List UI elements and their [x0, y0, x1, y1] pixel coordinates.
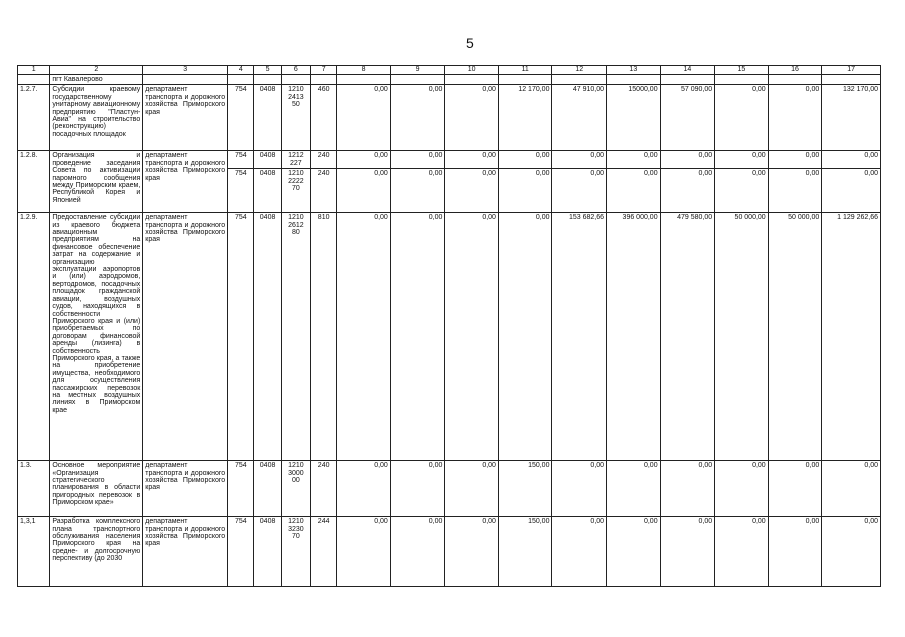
target-article-code: 1210 2612 80	[281, 213, 310, 461]
amount-cell: 0,00	[768, 517, 822, 587]
amount-cell: 0,00	[607, 151, 661, 169]
measure-name: Субсидии краевому государственному унитарному авиационному предприятию "Пластун-Авиа" на строительство (реконструкцию) посадочных площадок	[50, 85, 143, 151]
row-number: 1.3.	[18, 461, 50, 517]
amount-cell: 0,00	[715, 85, 769, 151]
amount-cell: 153 682,66	[552, 213, 607, 461]
amount-cell: 0,00	[445, 151, 499, 169]
column-header: 9	[390, 66, 445, 75]
amount-cell: 0,00	[768, 461, 822, 517]
row-number: 1.2.9.	[18, 213, 50, 461]
executor: департамент транспорта и дорожного хозяйства Приморского края	[143, 461, 228, 517]
amount-cell: 0,00	[390, 517, 445, 587]
cell	[498, 75, 552, 85]
cell	[18, 75, 50, 85]
amount-cell: 50 000,00	[715, 213, 769, 461]
amount-cell: 0,00	[822, 517, 881, 587]
cell	[445, 75, 499, 85]
amount-cell: 150,00	[498, 517, 552, 587]
amount-cell: 396 000,00	[607, 213, 661, 461]
section-code: 0408	[254, 517, 281, 587]
row-number: 1.2.8.	[18, 151, 50, 213]
continuation-row	[18, 75, 881, 85]
amount-cell: 12 170,00	[498, 85, 552, 151]
amount-cell: 0,00	[498, 213, 552, 461]
section-code: 0408	[254, 151, 281, 169]
expense-type-code: 244	[311, 517, 337, 587]
column-header: 13	[607, 66, 661, 75]
column-header: 14	[660, 66, 715, 75]
target-article-code: 1210 2413 50	[281, 85, 310, 151]
amount-cell: 0,00	[337, 461, 391, 517]
section-code: 0408	[254, 85, 281, 151]
expense-type-code: 240	[311, 461, 337, 517]
amount-cell: 0,00	[660, 169, 715, 213]
amount-cell: 0,00	[607, 517, 661, 587]
amount-cell: 0,00	[715, 151, 769, 169]
target-article-code: 1210 2222 70	[281, 169, 310, 213]
amount-cell: 0,00	[660, 461, 715, 517]
amount-cell: 0,00	[337, 517, 391, 587]
section-code: 0408	[254, 169, 281, 213]
expense-type-code: 460	[311, 85, 337, 151]
measure-name: Основное мероприятие «Организация стратегического планирования в области пригородных перевозок в Приморском крае»	[50, 461, 143, 517]
amount-cell: 0,00	[390, 213, 445, 461]
amount-cell: 0,00	[715, 461, 769, 517]
amount-cell: 0,00	[337, 85, 391, 151]
table-row	[18, 85, 881, 151]
measure-name: Разработка комплексного плана транспортного обслуживания населения Приморского края на средне- и долгосрочную перспективу (до 2030	[50, 517, 143, 587]
expense-type-code: 240	[311, 151, 337, 169]
amount-cell: 0,00	[498, 151, 552, 169]
amount-cell: 150,00	[498, 461, 552, 517]
target-article-code: 1210 3000 00	[281, 461, 310, 517]
grbs-code: 754	[228, 461, 254, 517]
executor: департамент транспорта и дорожного хозяйства Приморского края	[143, 517, 228, 587]
column-header: 5	[254, 66, 281, 75]
column-header: 15	[715, 66, 769, 75]
amount-cell: 0,00	[390, 85, 445, 151]
cell	[552, 75, 607, 85]
column-header: 7	[311, 66, 337, 75]
cell	[281, 75, 310, 85]
amount-cell: 0,00	[768, 169, 822, 213]
amount-cell: 479 580,00	[660, 213, 715, 461]
amount-cell: 1 129 262,66	[822, 213, 881, 461]
column-header: 4	[228, 66, 254, 75]
executor: департамент транспорта и дорожного хозяйства Приморского края	[143, 151, 228, 213]
target-article-code: 1210 3230 70	[281, 517, 310, 587]
column-header: 10	[445, 66, 499, 75]
amount-cell: 0,00	[498, 169, 552, 213]
column-header: 6	[281, 66, 310, 75]
column-header: 17	[822, 66, 881, 75]
amount-cell: 0,00	[445, 517, 499, 587]
grbs-code: 754	[228, 517, 254, 587]
row-number: 1,3,1	[18, 517, 50, 587]
grbs-code: 754	[228, 151, 254, 169]
amount-cell: 0,00	[445, 169, 499, 213]
cell	[660, 75, 715, 85]
amount-cell: 0,00	[768, 151, 822, 169]
page-number: 5	[466, 35, 474, 51]
amount-cell: 47 910,00	[552, 85, 607, 151]
budget-table	[17, 65, 881, 587]
column-header: 2	[50, 66, 143, 75]
column-header: 1	[18, 66, 50, 75]
grbs-code: 754	[228, 169, 254, 213]
amount-cell: 0,00	[390, 151, 445, 169]
amount-cell: 0,00	[337, 213, 391, 461]
column-header: 8	[337, 66, 391, 75]
amount-cell: 0,00	[822, 169, 881, 213]
continuation-text: пгт Кавалерово	[50, 75, 143, 85]
cell	[337, 75, 391, 85]
amount-cell: 0,00	[445, 461, 499, 517]
row-number: 1.2.7.	[18, 85, 50, 151]
grbs-code: 754	[228, 85, 254, 151]
column-header: 3	[143, 66, 228, 75]
table-row	[18, 517, 881, 587]
section-code: 0408	[254, 213, 281, 461]
amount-cell: 0,00	[607, 169, 661, 213]
executor: департамент транспорта и дорожного хозяйства Приморского края	[143, 213, 228, 461]
amount-cell: 0,00	[445, 213, 499, 461]
measure-name: Организация и проведение заседания Совета по активизации паромного сообщения между Приморским краем, Республикой Корея и Японией	[50, 151, 143, 213]
amount-cell: 0,00	[660, 151, 715, 169]
grbs-code: 754	[228, 213, 254, 461]
amount-cell: 0,00	[552, 517, 607, 587]
amount-cell: 0,00	[715, 169, 769, 213]
amount-cell: 15000,00	[607, 85, 661, 151]
cell	[228, 75, 254, 85]
measure-name: Предоставление субсидии из краевого бюджета авиационным предприятиям на финансовое обеспечение затрат на содержание и организацию эксплуатации аэропортов и (или) аэродромов, вертодромов, посадочных площадок гражданской авиации, воздушных судов, находящихся в собственности Приморского края и (или) приобретаемых по договорам финансовой аренды (лизинга) в собственность Приморского края, а также на приобретение имущества, необходимого для осуществления пассажирских перевозок на местных воздушных линиях в Приморском крае	[50, 213, 143, 461]
amount-cell: 0,00	[768, 85, 822, 151]
expense-type-code: 240	[311, 169, 337, 213]
cell	[390, 75, 445, 85]
amount-cell: 0,00	[390, 461, 445, 517]
amount-cell: 0,00	[607, 461, 661, 517]
amount-cell: 0,00	[822, 461, 881, 517]
target-article-code: 1212 227	[281, 151, 310, 169]
amount-cell: 0,00	[660, 517, 715, 587]
amount-cell: 132 170,00	[822, 85, 881, 151]
expense-type-code: 810	[311, 213, 337, 461]
column-header: 16	[768, 66, 822, 75]
amount-cell: 0,00	[552, 169, 607, 213]
amount-cell: 0,00	[445, 85, 499, 151]
cell	[143, 75, 228, 85]
cell	[715, 75, 769, 85]
amount-cell: 0,00	[552, 461, 607, 517]
header-row	[18, 66, 881, 75]
table-row	[18, 461, 881, 517]
amount-cell: 57 090,00	[660, 85, 715, 151]
amount-cell: 0,00	[337, 169, 391, 213]
cell	[607, 75, 661, 85]
amount-cell: 0,00	[552, 151, 607, 169]
cell	[822, 75, 881, 85]
amount-cell: 0,00	[337, 151, 391, 169]
amount-cell: 0,00	[715, 517, 769, 587]
column-header: 11	[498, 66, 552, 75]
cell	[311, 75, 337, 85]
amount-cell: 0,00	[822, 151, 881, 169]
cell	[254, 75, 281, 85]
executor: департамент транспорта и дорожного хозяйства Приморского края	[143, 85, 228, 151]
cell	[768, 75, 822, 85]
amount-cell: 0,00	[390, 169, 445, 213]
section-code: 0408	[254, 461, 281, 517]
table-row	[18, 213, 881, 461]
amount-cell: 50 000,00	[768, 213, 822, 461]
column-header: 12	[552, 66, 607, 75]
table-row	[18, 151, 881, 169]
